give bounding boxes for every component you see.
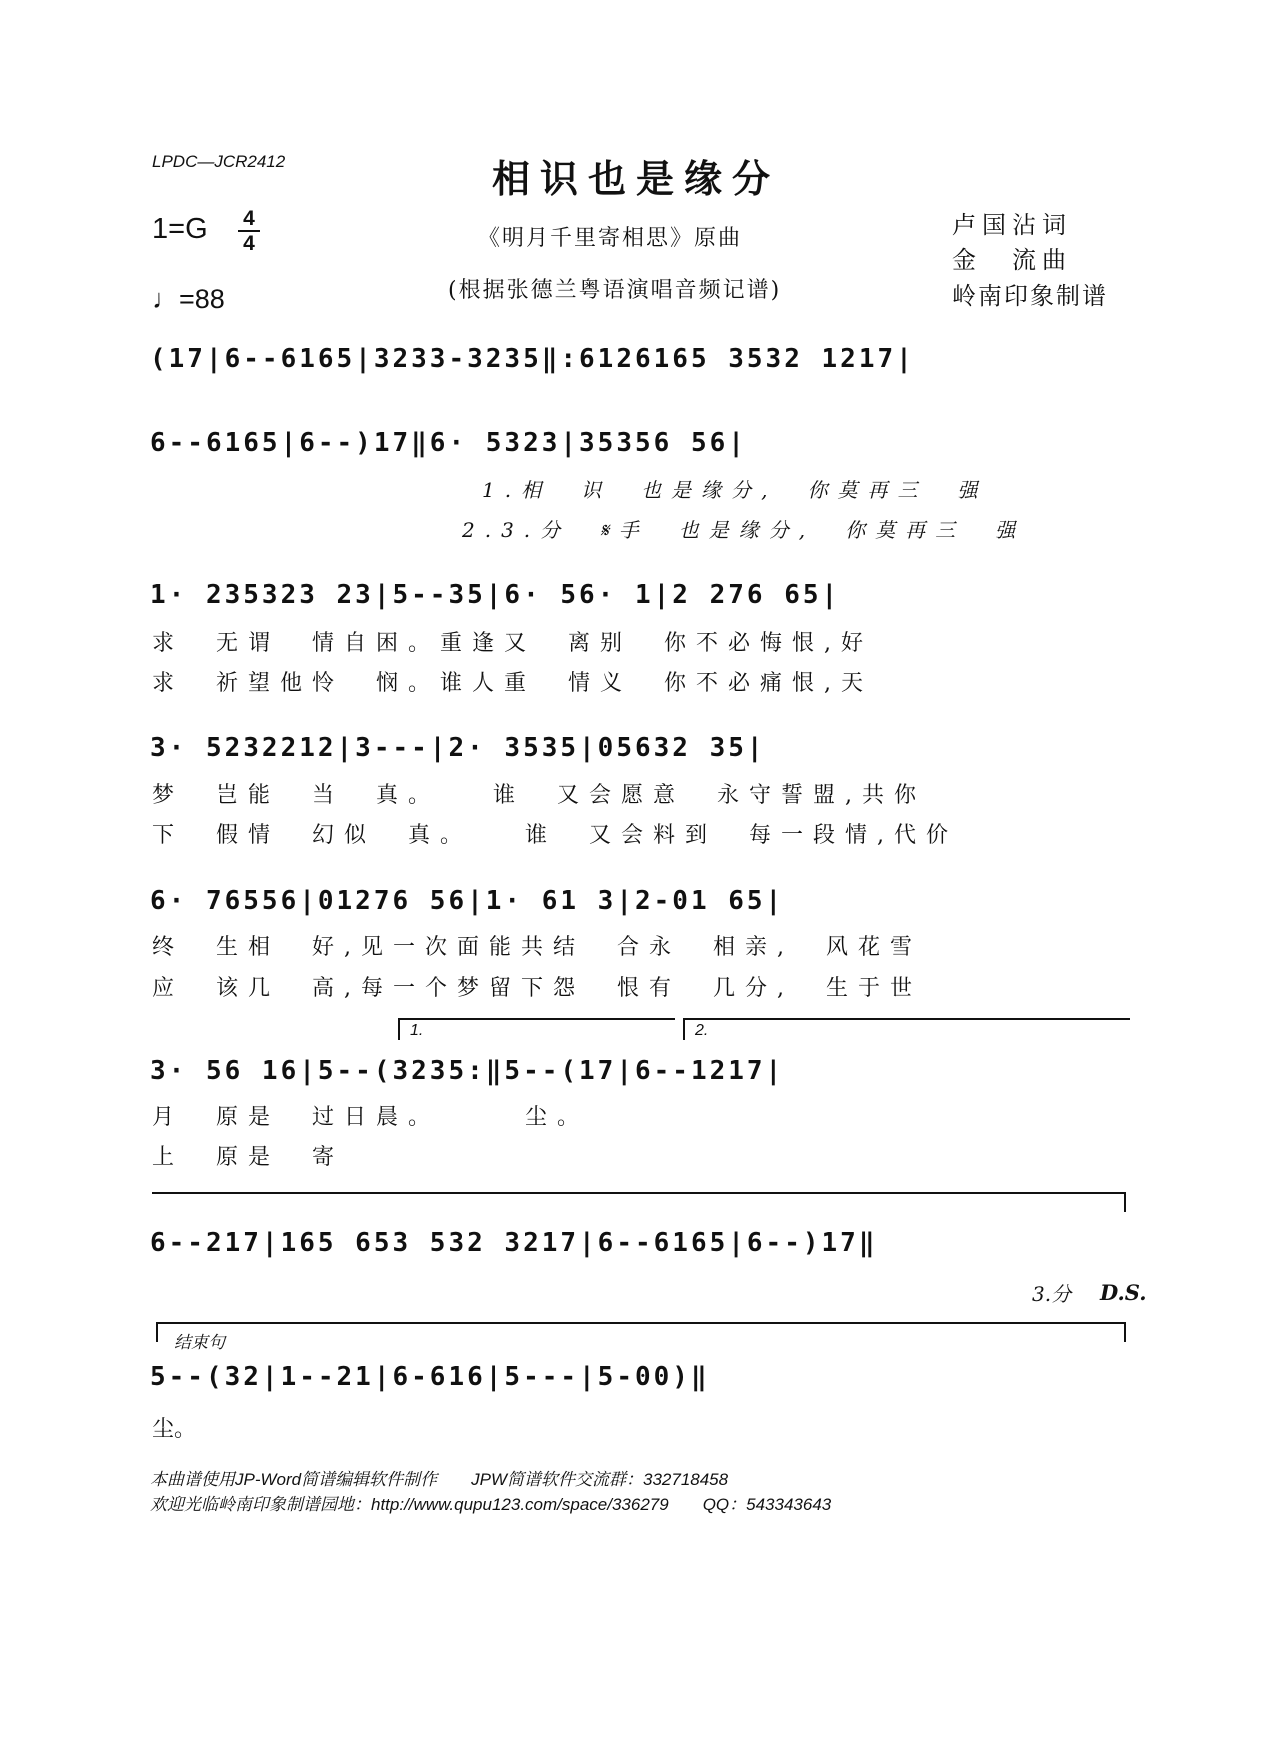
- lyric-line-8: 尘。: [152, 1417, 197, 1442]
- time-sig-bottom: 4: [243, 232, 255, 255]
- score-line-8: 5--(32|1--21|6-616|5---|5-00)‖: [150, 1362, 710, 1392]
- score-line-7: 6--217|165 653 532 3217|6--6165|6--)17‖: [150, 1228, 878, 1258]
- score-line-4: 3· 5232212|3---|2· 3535|05632 35|: [150, 733, 766, 763]
- first-ending-label: 1.: [410, 1022, 424, 1039]
- score-code: LPDC—JCR2412: [152, 152, 286, 171]
- score-line-6: 3· 56 16|5--(3235:‖5--(17|6--1217|: [150, 1056, 785, 1086]
- score-line-3: 1· 235323 23|5--35|6· 56· 1|2 276 65|: [150, 580, 841, 610]
- score-line-1: (17|6--6165|3233-3235‖:6126165 3532 1217|: [150, 344, 915, 374]
- score-line-2: 6--6165|6--)17‖6· 5323|35356 56|: [150, 428, 747, 458]
- lyric-verse-2-line-6: 上 原是 寄: [152, 1145, 345, 1170]
- composer-credit: 金 流曲: [952, 246, 1072, 274]
- line-7-bracket: [152, 1192, 1126, 1212]
- lyric-verse-1-line-4: 梦 岂能 当 真。 谁 又会愿意 永守誓盟,共你: [152, 783, 926, 808]
- lyric-line-7: 3.分: [1032, 1282, 1072, 1306]
- song-title: 相识也是缘分: [491, 156, 780, 201]
- score-line-5: 6· 76556|01276 56|1· 61 3|2-01 65|: [150, 886, 785, 916]
- original-tune: 《明月千里寄相思》原曲: [478, 226, 743, 251]
- lyric-verse-2-line-4: 下 假情 幻似 真。 谁 又会料到 每一段情,代价: [152, 823, 958, 848]
- second-ending-bracket: [683, 1018, 1130, 1040]
- footer-software-note: 本曲谱使用JP-Word简谱编辑软件制作 JPW简谱软件交流群：332718458: [150, 1470, 729, 1489]
- key-signature: 1=G: [152, 213, 208, 245]
- lyric-verse-1-line-3: 求 无谓 情自困。重逢又 离别 你不必悔恨,好: [152, 631, 873, 656]
- transcription-source: (根据张德兰粤语演唱音频记谱): [448, 278, 782, 303]
- first-ending-bracket: [398, 1018, 675, 1040]
- lyric-verse-2-line-3: 求 祈望他怜 悯。谁人重 情义 你不必痛恨,天: [152, 671, 873, 696]
- coda-bracket: [156, 1322, 1126, 1342]
- lyric-verse-2-line-2: 2.3.分 𝄋手 也是缘分, 你莫再三 强: [462, 518, 1026, 542]
- dal-segno-mark: D.S.: [1100, 1280, 1147, 1305]
- second-ending-label: 2.: [695, 1022, 709, 1039]
- arranger-credit: 岭南印象制谱: [952, 282, 1108, 310]
- lyricist-credit: 卢国沾词: [952, 211, 1072, 239]
- lyric-verse-1-line-6: 月 原是 过日晨。 尘。: [152, 1105, 590, 1130]
- lyric-verse-2-line-5: 应 该几 高,每一个梦留下怨 恨有 几分, 生于世: [152, 976, 922, 1001]
- footer-website-note: 欢迎光临岭南印象制谱园地：http://www.qupu123.com/space/336279 QQ：543343643: [150, 1495, 832, 1514]
- coda-label: 结束句: [174, 1333, 225, 1352]
- lyric-verse-1-line-2: 1.相 识 也是缘分, 你莫再三 强: [482, 478, 988, 502]
- lyric-verse-1-line-5: 终 生相 好,见一次面能共结 合永 相亲, 风花雪: [152, 935, 922, 960]
- time-signature: [238, 208, 260, 254]
- time-sig-top: 4: [243, 207, 255, 230]
- tempo-marking: ♩=88: [152, 284, 225, 314]
